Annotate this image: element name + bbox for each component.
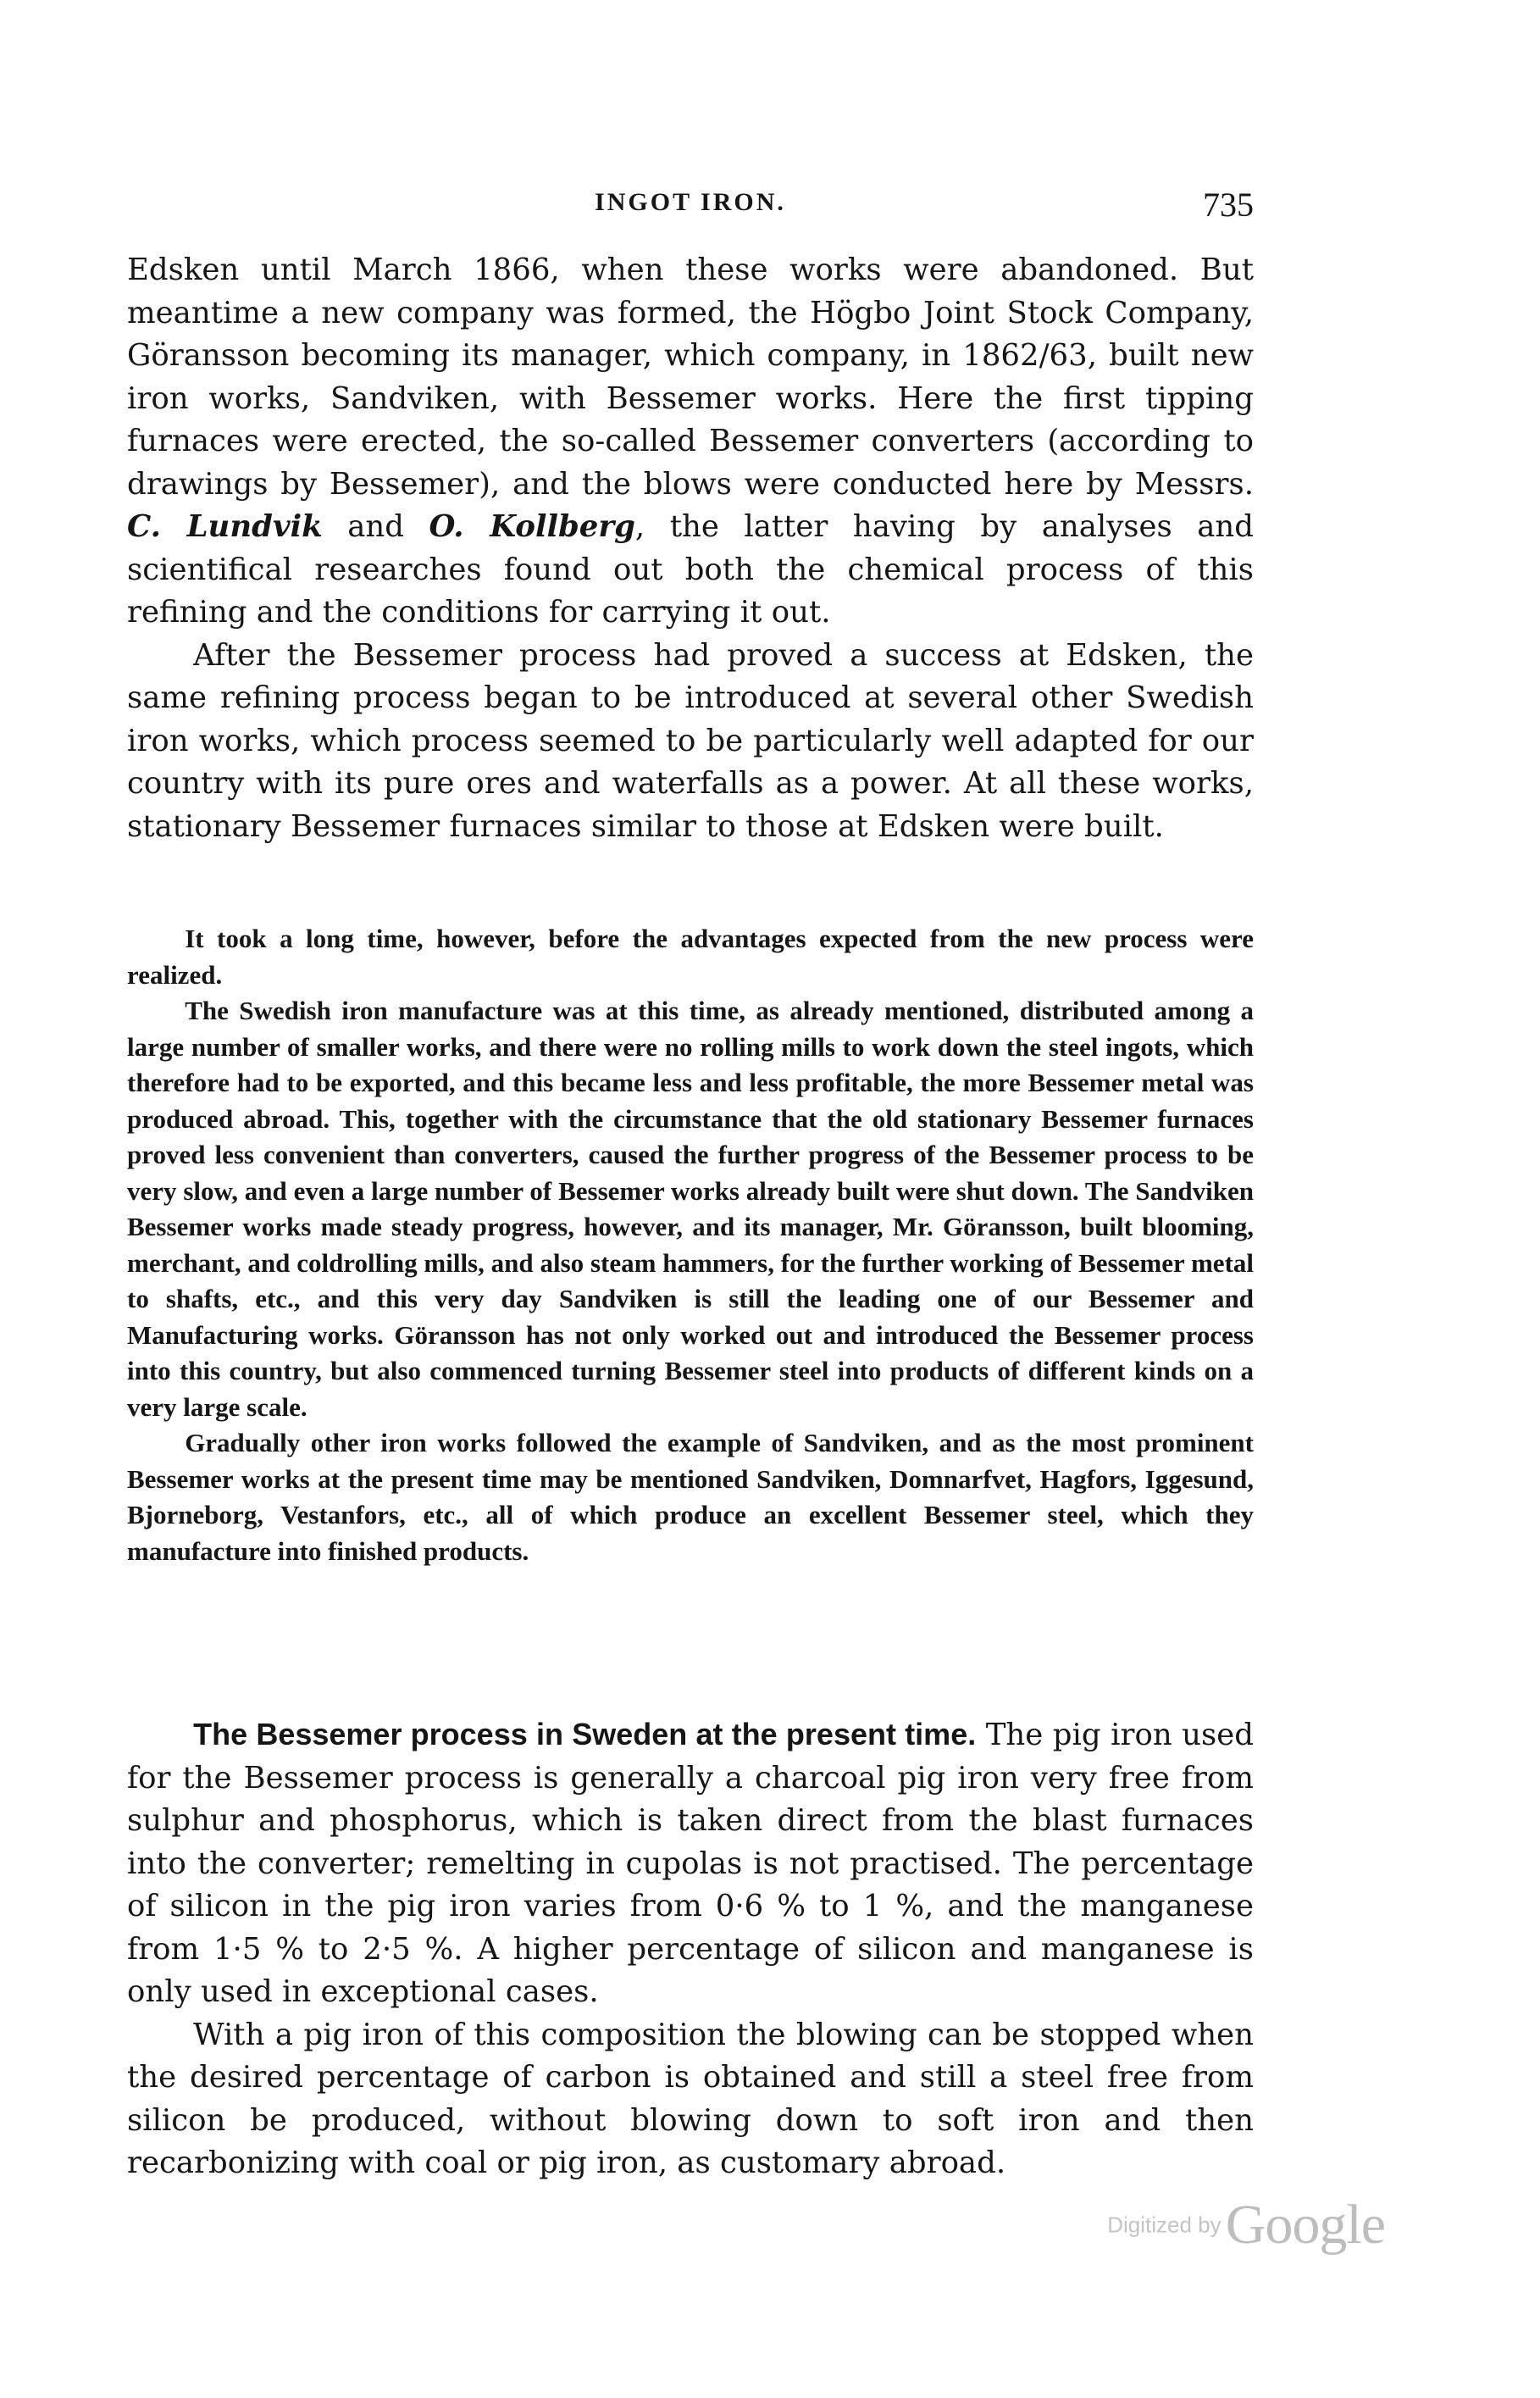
name-kollberg: O. Kollberg xyxy=(429,509,635,544)
paragraph-edsken xyxy=(127,249,1254,635)
name-lundvik: C. Lundvik xyxy=(127,509,323,544)
paragraph-edsken-text-1: Edsken until March 1866, when these works were abandoned. But meantime a new company was formed, the Högbo Joint Stock Company, Göransson becoming its manager, which company, in 1862/63, built new iron works, Sandviken, with Bessemer works. Here the first tipping furnaces were erected, the so-called Bessemer converters (according to drawings by Bessemer), and the blows were conducted here by Messrs. xyxy=(127,253,1254,502)
paragraph-edsken-text-2: and xyxy=(322,509,429,544)
digitized-by-text: Digitized by xyxy=(1107,2212,1221,2238)
main-column-bottom xyxy=(127,1713,1254,2185)
paragraph-edsken-text-3: , the latter having by analyses and scientifical researches found out both the chemical process of this refining and the conditions for carrying it out. xyxy=(127,509,1254,630)
section-heading: The Bessemer process in Sweden at the present time. xyxy=(193,1717,977,1751)
running-title: INGOT IRON. xyxy=(595,188,786,216)
google-logo: Google xyxy=(1225,2194,1385,2256)
page-number: 735 xyxy=(1203,186,1254,224)
page-header xyxy=(127,185,1254,227)
paragraph-bessemer-success: After the Bessemer process had proved a success at Edsken, the same refining process began to be introduced at several other Swedish iron works, which process seemed to be particularly well adapted for our country with its pure ores and waterfalls as a power. At all these works, stationary Bessemer furnaces similar to those at Edsken were built. xyxy=(127,637,1254,844)
digitized-by-google-watermark xyxy=(1063,2193,1385,2261)
small-print-block xyxy=(127,921,1254,1569)
paragraph-swedish-manufacture: The Swedish iron manufacture was at this time, as already mentioned, distributed among a large number of smaller works, and there were no rolling mills to work down the steel ingots, which therefore had to be exported, and this became less and less profitable, the more Bessemer metal was produced abroad. This, together with the circumstance that the old stationary Bessemer furnaces proved less convenient than converters, caused the further progress of the Bessemer process to be very slow, and even a large number of Bessemer works already built were shut down. The Sandviken Bessemer works made steady progress, however, and its manager, Mr. Göransson, built blooming, merchant, and coldrolling mills, and also steam hammers, for the further working of Bessemer metal to shafts, etc., and this very day Sandviken is still the leading one of our Bessemer and Manufacturing works. Göransson has not only worked out and introduced the Bessemer process into this country, but also commenced turning Bessemer steel into products of different kinds on a very large scale. xyxy=(127,996,1254,1422)
paragraph-present-time-text: The pig iron used for the Bessemer process is generally a charcoal pig iron very free from sulphur and phosphorus, which is taken direct from the blast furnaces into the converter; remelting in cupolas is not practised. The percentage of silicon in the pig iron varies from 0·6 % to 1 %, and the manganese from 1·5 % to 2·5 %. A higher percentage of silicon and manganese is only used in exceptional cases. xyxy=(127,1718,1255,2009)
paragraph-present-time xyxy=(127,1713,1254,2014)
paragraph-gradually: Gradually other iron works followed the example of Sandviken, and as the most prominent Bessemer works at the present time may be mentioned Sandviken, Domnarfvet, Hagfors, Iggesund, Bjorneborg, Vestanfors, etc., all of which produce an excellent Bessemer steel, which they manufacture into finished products. xyxy=(127,1428,1254,1566)
paragraph-long-time: It took a long time, however, before the advantages expected from the new process were realized. xyxy=(127,924,1254,990)
paragraph-pig-iron-composition: With a pig iron of this composition the blowing can be stopped when the desired percentage of carbon is obtained and still a steel free from silicon be produced, without blowing down to soft iron and then recarbonizing with coal or pig iron, as customary abroad. xyxy=(127,2017,1254,2180)
main-column-top xyxy=(127,249,1254,848)
